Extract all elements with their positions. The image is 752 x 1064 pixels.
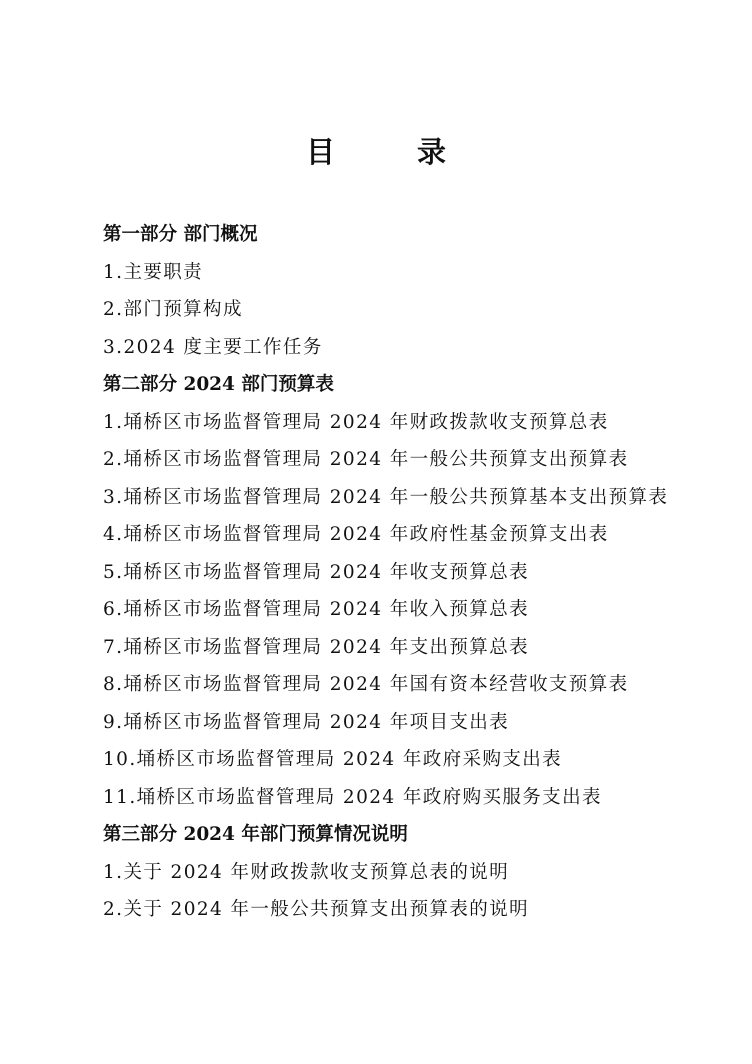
page-title: 目 录 [305,135,483,169]
toc-section-part-two: 第二部分 2024 部门预算表 [103,374,334,395]
toc-item: 9.埇桥区市场监督管理局 2024 年项目支出表 [103,711,510,733]
toc-item: 3.埇桥区市场监督管理局 2024 年一般公共预算基本支出预算表 [103,486,669,508]
toc-item: 5.埇桥区市场监督管理局 2024 年收支预算总表 [103,561,529,583]
toc-section-part-one: 第一部分 部门概况 [103,224,258,245]
toc-section-part-three: 第三部分 2024 年部门预算情况说明 [103,824,408,845]
toc-item: 1.主要职责 [103,261,204,283]
toc-item: 6.埇桥区市场监督管理局 2024 年收入预算总表 [103,599,529,620]
toc-item: 2.关于 2024 年一般公共预算支出预算表的说明 [103,899,529,920]
table-of-contents [103,216,723,929]
toc-item: 2.埇桥区市场监督管理局 2024 年一般公共预算支出预算表 [103,449,629,470]
toc-item: 8.埇桥区市场监督管理局 2024 年国有资本经营收支预算表 [103,674,629,695]
toc-item: 11.埇桥区市场监督管理局 2024 年政府购买服务支出表 [103,786,602,808]
toc-item: 3.2024 度主要工作任务 [103,336,323,358]
toc-item: 1.关于 2024 年财政拨款收支预算总表的说明 [103,861,510,883]
toc-item: 2.部门预算构成 [103,299,243,320]
toc-item: 10.埇桥区市场监督管理局 2024 年政府采购支出表 [103,749,563,770]
toc-item: 1.埇桥区市场监督管理局 2024 年财政拨款收支预算总表 [103,411,609,433]
toc-item: 7.埇桥区市场监督管理局 2024 年支出预算总表 [103,636,529,658]
toc-item: 4.埇桥区市场监督管理局 2024 年政府性基金预算支出表 [103,524,609,545]
